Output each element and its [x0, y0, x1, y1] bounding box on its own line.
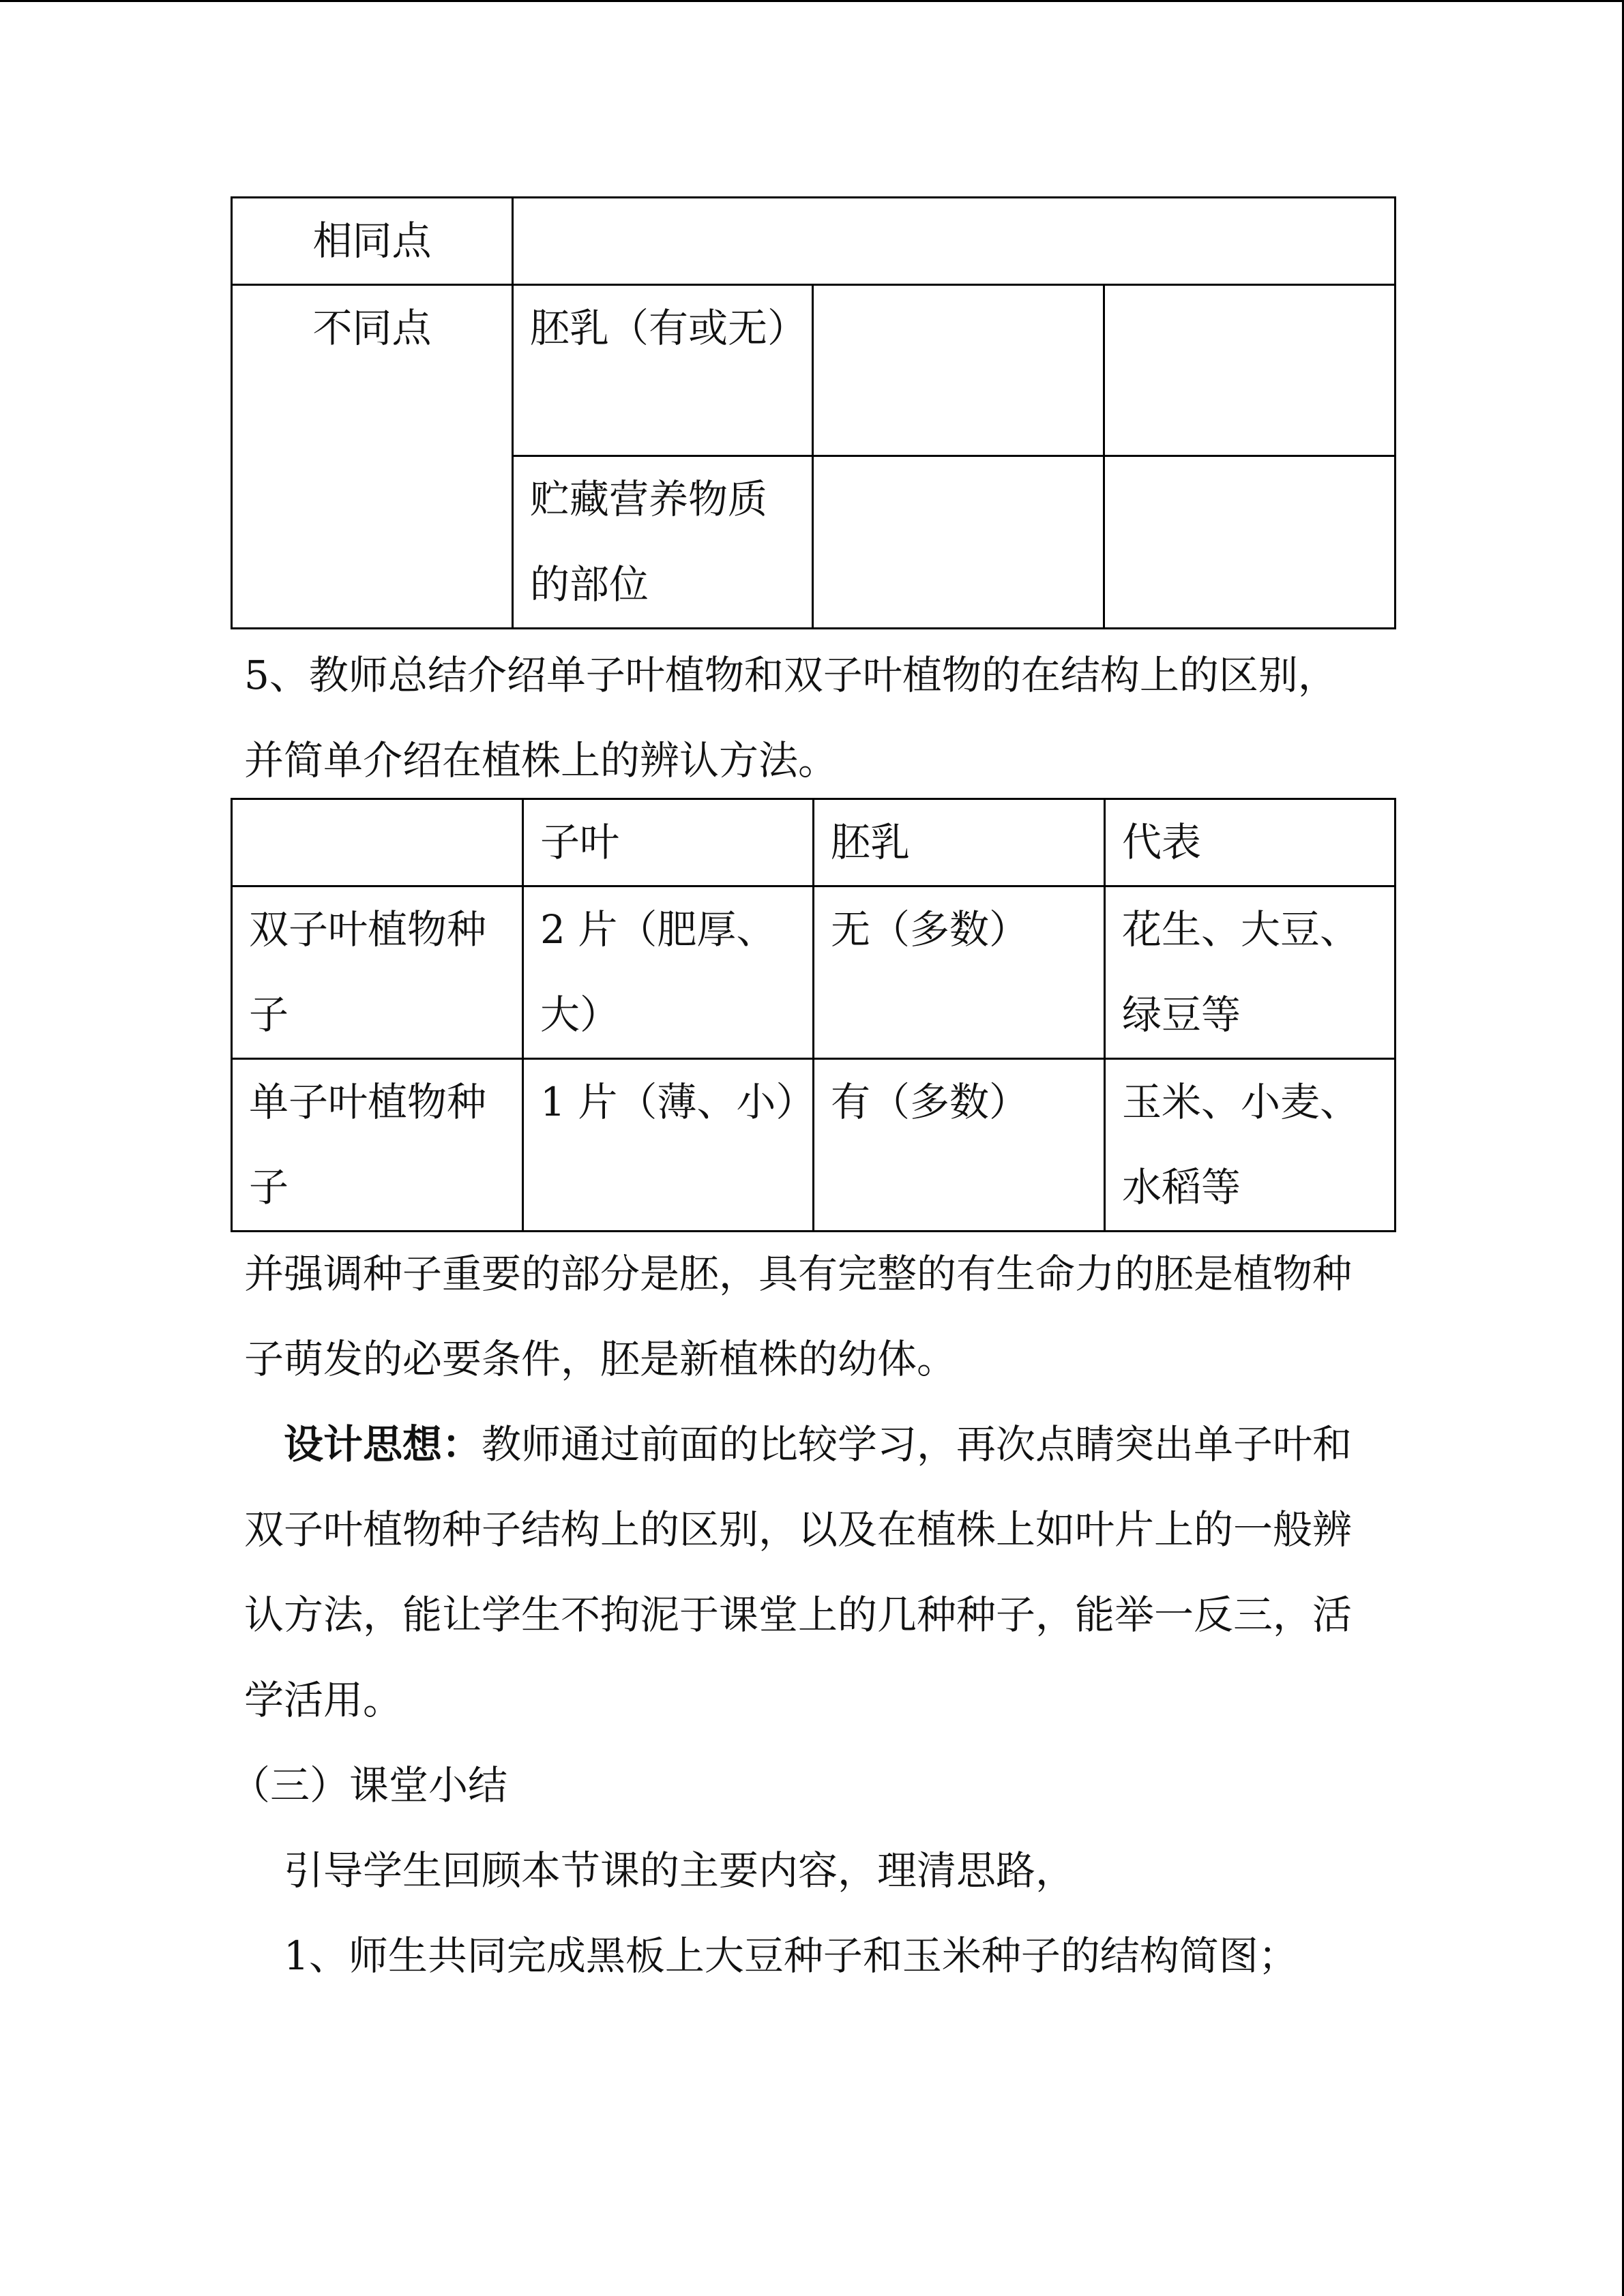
page-border-top [0, 0, 1624, 2]
section-5-paragraph: 5、教师总结介绍单子叶植物和双子叶植物的在结构上的区别，并简单介绍在植株上的辨认方法。 [244, 652, 1338, 784]
header-cell-cotyledon: 子叶 [523, 799, 814, 886]
header-cell-representative: 代表 [1105, 799, 1396, 886]
storage-value-cell-2 [1104, 456, 1396, 629]
similarity-value-cell [513, 198, 1396, 285]
endosperm-label: 胚乳（有或无） [530, 305, 808, 351]
similarity-label: 相同点 [312, 218, 432, 264]
endosperm-value-cell-2 [1104, 285, 1396, 456]
endosperm-value-cell-1 [813, 285, 1104, 456]
dicot-endosperm-cell: 无（多数） [814, 886, 1105, 1059]
storage-value-cell-1 [813, 456, 1104, 629]
design-label: 设计思想： [284, 1421, 482, 1467]
dicot-label-cell: 双子叶植物种子 [232, 886, 523, 1059]
table-row [232, 1059, 1396, 1232]
summary-intro: 引导学生回顾本节课的主要内容，理清思路， [284, 1847, 1076, 1894]
monocot-label-cell: 单子叶植物种子 [232, 1059, 523, 1232]
difference-label-cell [232, 285, 513, 629]
header-cell-endosperm: 胚乳 [814, 799, 1105, 886]
storage-label: 贮藏营养物质的部位 [530, 476, 768, 608]
summary-heading: （三）课堂小结 [231, 1762, 508, 1808]
design-text: 教师通过前面的比较学习，再次点睛突出单子叶和双子叶植物种子结构上的区别，以及在植株上如叶片上的一般辨认方法，能让学生不拘泥于课堂上的几种种子，能举一反三，活学活用。 [244, 1421, 1353, 1723]
dicot-representative-cell: 花生、大豆、绿豆等 [1105, 886, 1396, 1059]
storage-label-cell [513, 456, 813, 629]
summary-item-1: 1、师生共同完成黑板上大豆种子和玉米种子的结构简图； [284, 1933, 1298, 1979]
table-row [232, 886, 1396, 1059]
table-header-row [232, 799, 1396, 886]
header-cell-empty [232, 799, 523, 886]
similarity-label-cell [232, 198, 513, 285]
dicot-cotyledon-cell: 2 片（肥厚、大） [523, 886, 814, 1059]
monocot-cotyledon-cell: 1 片（薄、小） [523, 1059, 814, 1232]
monocot-representative-cell: 玉米、小麦、水稻等 [1105, 1059, 1396, 1232]
seed-types-table [231, 798, 1396, 1232]
difference-label: 不同点 [312, 305, 432, 351]
endosperm-label-cell [513, 285, 813, 456]
monocot-endosperm-cell: 有（多数） [814, 1059, 1105, 1232]
emphasis-paragraph: 并强调种子重要的部分是胚，具有完整的有生命力的胚是植物种子萌发的必要条件，胚是新植株的幼体。 [244, 1251, 1353, 1382]
design-paragraph [244, 1402, 1363, 1743]
comparison-table [231, 196, 1396, 629]
